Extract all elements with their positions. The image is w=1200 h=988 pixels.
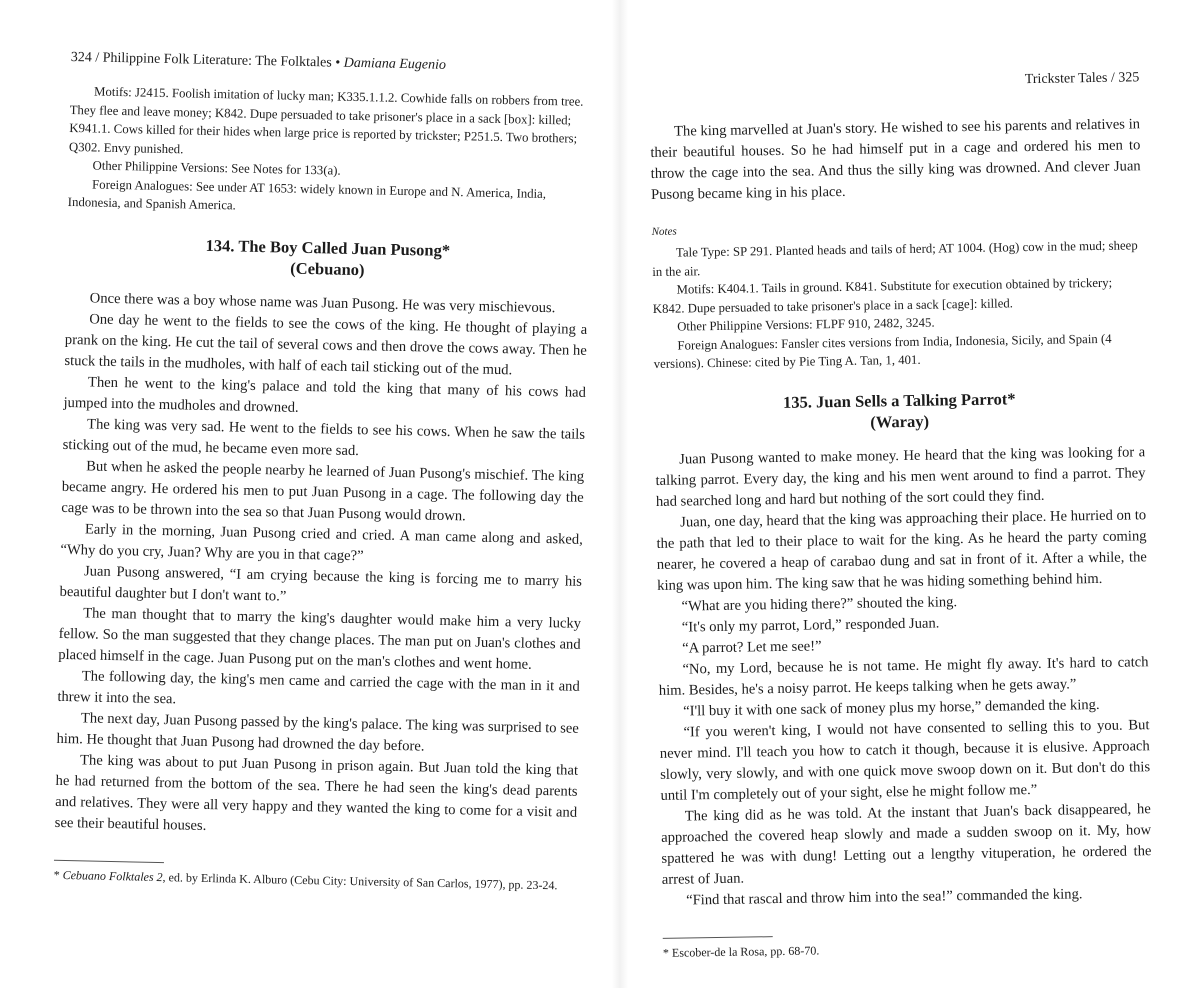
story-135-title: 135. Juan Sells a Talking Parrot* bbox=[782, 388, 1016, 412]
story-134-heading bbox=[66, 231, 589, 284]
paragraph: Juan, one day, heard that the king was approaching their place. He hurried on to the path that led to their place to wait for the king. As he heard the party coming nearer, he covered a heap of carabao dung and sat in front of it. After a while, the king was upon him. The king saw that he was hiding something behind him. bbox=[656, 506, 1147, 594]
notes-label: Notes bbox=[651, 225, 677, 238]
footnote-mark: * bbox=[53, 867, 60, 882]
paragraph: Then he went to the king's palace and told the king that many of his cows had jumped into the mudholes and drowned. bbox=[63, 373, 587, 416]
paragraph: The next day, Juan Pusong passed by the king's palace. The king was surprised to see him. He thought that Juan Pusong had drowned the day before. bbox=[56, 709, 580, 755]
notes-foreign-analogues: Foreign Analogues: See under AT 1653: widely known in Europe and N. America, India, Indonesia, and Spanish America. bbox=[67, 176, 547, 213]
footnote-source-title: Cebuano Folktales 2 bbox=[62, 867, 163, 884]
notes-other-versions: Other Philippine Versions: See Notes for 133(a). bbox=[92, 158, 341, 178]
story-135-body bbox=[655, 442, 1152, 912]
paragraph: The king marvelled at Juan's story. He wished to see his parents and relatives in their beautiful houses. So he had himself put in a cage and ordered his men to throw the cage into the sea. And thus the silly king was drowned. And clever Juan Pusong became king in his place. bbox=[650, 116, 1141, 203]
paragraph: But when he asked the people nearby he learned of Juan Pusong's mischief. The king became angry. He ordered his men to put Juan Pusong in a cage. The following day the cage was to be thrown into the sea so that Juan Pusong would drown. bbox=[61, 457, 585, 524]
footnote-rule bbox=[663, 936, 773, 939]
notes-motifs: Motifs: J2415. Foolish imitation of lucky man; K335.1.1.2. Cowhide falls on robbers from tree. They flee and leave money; K842. Dupe persuaded to take prisoner's place in a sack [box]: killed; K941.1. Cows killed for their hides when large price is reported by trickster; P251.5. Two brothers; Q302. Envy punished. bbox=[68, 84, 584, 156]
story-134-conclusion bbox=[650, 114, 1141, 206]
notes-motifs: Motifs: K404.1. Tails in ground. K841. Substitute for execution obtained by trickery; K842. Dupe persuaded to take prisoner's place in a sack [cage]: killed. bbox=[652, 275, 1113, 316]
paragraph: The king was very sad. He went to the fields to see his cows. When he saw the tails sticking out of the mud, he became even more sad. bbox=[62, 415, 586, 459]
previous-story-notes bbox=[68, 82, 593, 222]
story-135-subtitle: (Waray) bbox=[870, 411, 930, 432]
paragraph: Juan Pusong wanted to make money. He heard that the king was looking for a talking parrot. Every day, the king and his men went around to find a parrot. They had searched long and hard but nothing of the sort could they find. bbox=[655, 443, 1146, 510]
left-running-head-author: Damiana Eugenio bbox=[343, 55, 447, 73]
paragraph: Once there was a boy whose name was Juan Pusong. He was very mischievous. bbox=[89, 289, 556, 316]
footnote-rule bbox=[54, 859, 164, 862]
story-134-body bbox=[55, 287, 588, 844]
book-gutter bbox=[612, 0, 628, 988]
paragraph: “Find that rascal and throw him into the sea!” commanded the king. bbox=[686, 885, 1083, 909]
notes-tale-type: Tale Type: SP 291. Planted heads and tails of herd; AT 1004. (Hog) cow in the mud; sheep in the air. bbox=[652, 238, 1138, 279]
right-footnote: * Escober-de la Rosa, pp. 68-70. bbox=[662, 942, 820, 960]
story-134-subtitle: (Cebuano) bbox=[290, 258, 365, 279]
paragraph: “What are you hiding there?” shouted the king. bbox=[681, 593, 958, 615]
footnote-source-details: , ed. by Erlinda K. Alburo (Cebu City: University of San Carlos, 1977), pp. 23-24. bbox=[162, 869, 558, 892]
story-135-heading bbox=[654, 386, 1145, 436]
paragraph: “No, my Lord, because he is not tame. He might fly away. It's hard to catch him. Besides, he's a noisy parrot. He keeps talking when he gets away.” bbox=[658, 653, 1149, 699]
paragraph: One day he went to the fields to see the cows of the king. He thought of playing a prank on the king. He cut the tail of several cows and then drove the cows away. Then he stuck the tails in the mudholes, with half of each tail sticking out of the mud. bbox=[64, 310, 588, 378]
paragraph: “It's only my parrot, Lord,” responded Juan. bbox=[681, 615, 940, 636]
left-footnote bbox=[53, 866, 575, 894]
left-page bbox=[53, 0, 593, 894]
paragraph: Juan Pusong answered, “I am crying because the king is forcing me to marry his beautiful daughter but I don't want to.” bbox=[59, 562, 583, 605]
paragraph: “A parrot? Let me see!” bbox=[682, 637, 822, 657]
notes-foreign-analogues: Foreign Analogues: Fansler cites versions from India, Indonesia, Sicily, and Spain (4 versions). Chinese: cited by Pie Ting A. Tan, 1, 401. bbox=[653, 331, 1112, 371]
paragraph: The king did as he was told. At the instant that Juan's back disappeared, he approached the covered heap slowly and made a sudden swoop on it. My, how spattered he was with dung! Letting out a lengthy vituperation, he ordered the arrest of Juan. bbox=[661, 800, 1152, 888]
story-134-notes bbox=[652, 236, 1144, 373]
right-running-head: Trickster Tales / 325 bbox=[1024, 70, 1140, 88]
paragraph: The man thought that to marry the king's daughter would make him a very lucky fellow. So the man suggested that they change places. The man put on Juan's clothes and placed himself in the cage. Juan Pusong put on the man's clothes and went home. bbox=[58, 604, 582, 673]
story-134-title: 134. The Boy Called Juan Pusong* bbox=[205, 235, 451, 260]
notes-other-versions: Other Philippine Versions: FLPF 910, 2482, 3245. bbox=[677, 315, 935, 334]
right-page bbox=[648, 0, 1153, 961]
paragraph: “I'll buy it with one sack of money plus my horse,” demanded the king. bbox=[683, 696, 1100, 720]
left-running-head-title: 324 / Philippine Folk Literature: The Folktales • bbox=[70, 49, 341, 71]
paragraph: Early in the morning, Juan Pusong cried and cried. A man came along and asked, “Why do you cry, Juan? Why are you in that cage?” bbox=[60, 520, 583, 564]
left-running-head bbox=[71, 50, 593, 77]
paragraph: The king was about to put Juan Pusong in prison again. But Juan told the king that he had returned from the bottom of the sea. There he had seen the king's dead parents and relatives. They were all very happy and they wanted the king to come for a visit and see their beautiful houses. bbox=[54, 751, 579, 834]
paragraph: The following day, the king's men came and carried the cage with the man in it and threw it into the sea. bbox=[57, 667, 580, 707]
paragraph: “If you weren't king, I would not have consented to selling this to you. But never mind. I'll teach you how to catch it though, because it is elusive. Approach slowly, very slowly, and with one quick move swoop down on it. But don't do this until I'm completely out of your sight, else he might follow me.” bbox=[659, 716, 1151, 804]
